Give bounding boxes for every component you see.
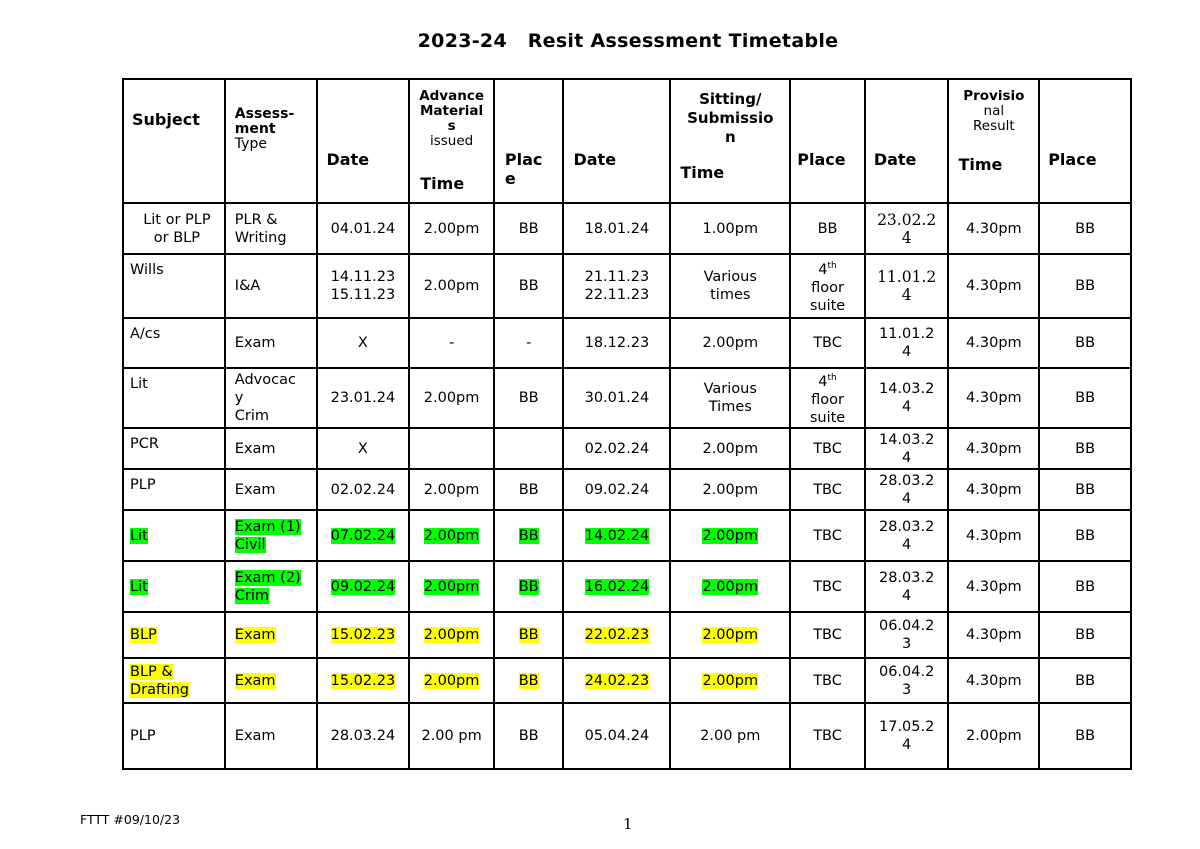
cell-t1 [410,429,493,468]
cell-p1 [495,429,563,468]
cell-d3: 14.03.2 4 [878,381,935,415]
table-row [123,254,1131,318]
cell-type: Exam [234,481,276,498]
cell-t2: 2.00pm [702,335,759,351]
cell-d1: 02.02.24 [330,481,396,498]
cell-t2: 2.00pm [702,578,759,595]
cell-t2: Various times [703,269,757,303]
cell-type: Exam [234,728,276,744]
cell-t3: 4.30pm [966,527,1022,544]
cell-d3: 11.01.2 4 [877,268,937,304]
cell-p3: BB [1075,672,1096,689]
cell-d2: 02.02.24 [584,440,650,457]
cell-p1: BB [518,278,539,294]
cell-p3: BB [1075,335,1096,351]
cell-p3: BB [1075,390,1096,406]
cell-d2: 05.04.24 [584,728,650,744]
cell-p2: TBC [813,728,842,744]
cell-subject: A/cs [130,326,161,342]
cell-t1: 2.00pm [423,390,480,406]
cell-t3: 4.30pm [966,335,1022,351]
header-provisional-result: Provisio nal Result Time [949,80,1038,202]
cell-t2: 2.00pm [702,627,759,643]
cell-d1: 15.02.23 [330,672,396,689]
footer-reference: FTTT #09/10/23 [80,812,181,827]
cell-subject: PLP [130,728,156,744]
cell-type: Exam (1) Civil [234,518,301,553]
cell-p3: BB [1075,440,1096,457]
cell-p2: BB [817,220,838,237]
table-row [123,612,1131,658]
cell-p3: BB [1075,220,1096,237]
cell-t2: 2.00pm [702,440,759,457]
cell-t3: 4.30pm [966,672,1022,689]
cell-t3: 4.30pm [966,390,1022,406]
cell-d1: X [357,335,368,351]
cell-d1: 15.02.23 [330,627,396,643]
table-row [123,318,1131,368]
cell-subject: Lit [130,376,148,392]
header-time-3: Time [958,155,1003,174]
cell-p1: BB [518,390,539,406]
cell-t1: 2.00pm [423,278,480,294]
cell-d1: 07.02.24 [330,527,396,544]
cell-d2: 18.12.23 [584,335,650,351]
cell-p1: BB [518,672,539,689]
cell-t2: 2.00 pm [700,728,761,744]
cell-p1: BB [518,578,539,595]
cell-d1: 28.03.24 [330,728,396,744]
cell-d3: 28.03.2 4 [878,518,935,553]
cell-d3: 06.04.2 3 [878,663,935,698]
cell-type: Exam (2) Crim [234,569,301,604]
cell-t3: 4.30pm [966,578,1022,595]
cell-p1: BB [518,481,539,498]
table-row [123,703,1131,769]
page-title: 2023-24 Resit Assessment Timetable [417,30,839,52]
header-assessment-type: Assess- ment Type [234,106,295,152]
cell-d2: 09.02.24 [584,481,650,498]
cell-p3: BB [1075,481,1096,498]
page-number: 1 [623,815,633,833]
header-date-1: Date [326,150,370,169]
cell-p2: TBC [813,627,842,643]
cell-p1: BB [518,220,539,237]
header-sitting-submission: Sitting/ Submissio n Time [671,80,789,202]
cell-p3: BB [1075,278,1096,294]
cell-d1: X [357,440,368,457]
cell-t3: 4.30pm [966,481,1022,498]
cell-type: Exam [234,627,276,643]
cell-type: Exam [234,335,276,351]
table-row [123,658,1131,703]
header-advance-materials: Advance Material s issued Time [410,80,493,202]
table-row [123,203,1131,254]
cell-t3: 4.30pm [966,220,1022,237]
header-time-2: Time [680,163,725,182]
cell-d1: 04.01.24 [330,220,396,237]
cell-p1: BB [518,627,539,643]
cell-t1: 2.00pm [423,627,480,643]
cell-t3: 4.30pm [966,440,1022,457]
table-row [123,561,1131,612]
cell-p1: BB [518,527,539,544]
cell-d3: 23.02.2 4 [877,210,937,247]
cell-p2: TBC [813,481,842,498]
cell-type: Exam [234,672,276,689]
cell-p3: BB [1075,527,1096,544]
header-time-1: Time [420,174,465,193]
cell-t1: - [448,335,455,351]
cell-t1: 2.00pm [423,527,480,544]
cell-type: Exam [234,440,276,457]
cell-subject: BLP [130,627,157,643]
cell-t1: 2.00pm [423,672,480,689]
cell-p2: TBC [813,335,842,351]
header-row [123,79,1131,203]
header-date-3: Date [873,150,917,169]
cell-d2: 24.02.23 [584,672,650,689]
cell-p2: 4th floor suite [809,373,846,426]
cell-type: I&A [234,278,261,294]
table-row [123,510,1131,561]
header-place-3: Place [1048,150,1097,169]
table-row [123,469,1131,510]
cell-p2: TBC [813,672,842,689]
cell-t2: 2.00pm [702,481,759,498]
cell-subject: PCR [130,436,159,452]
cell-t3: 2.00pm [966,728,1022,744]
cell-d1: 14.11.23 15.11.23 [330,269,396,303]
cell-type: PLR & Writing [234,211,287,246]
cell-p2: 4th floor suite [809,261,846,314]
cell-d3: 14.03.2 4 [878,431,935,466]
cell-subject: Lit [130,578,148,595]
cell-d2: 22.02.23 [584,627,650,643]
cell-t3: 4.30pm [966,278,1022,294]
cell-d1: 09.02.24 [330,578,396,595]
cell-p2: TBC [813,578,842,595]
header-subject: Subject [132,110,200,129]
cell-d2: 30.01.24 [584,390,650,406]
cell-subject: BLP & Drafting [130,663,189,698]
cell-t1: 2.00pm [423,220,480,237]
cell-d3: 11.01.2 4 [878,326,935,360]
cell-t2: 1.00pm [702,220,759,237]
cell-subject: Lit [130,527,148,544]
cell-p2: TBC [813,527,842,544]
cell-d2: 16.02.24 [584,578,650,595]
cell-t2: Various Times [703,381,757,415]
cell-p3: BB [1075,578,1096,595]
cell-p1: BB [518,728,539,744]
cell-d2: 14.02.24 [584,527,650,544]
cell-d3: 28.03.2 4 [878,472,935,507]
cell-p3: BB [1075,728,1096,744]
cell-subject: Lit or PLP or BLP [143,211,211,246]
cell-p1: - [526,335,532,351]
cell-d2: 18.01.24 [584,220,650,237]
cell-t2: 2.00pm [702,672,759,689]
cell-d1: 23.01.24 [330,390,396,406]
cell-p2: TBC [813,440,842,457]
cell-subject: Wills [130,262,164,278]
cell-t2: 2.00pm [702,527,759,544]
header-place-2: Place [797,150,846,169]
cell-subject: PLP [130,477,156,493]
cell-d2: 21.11.23 22.11.23 [584,269,650,303]
table-row [123,428,1131,469]
cell-t1: 2.00pm [423,578,480,595]
cell-type: Advocac y Crim [234,372,296,424]
header-place-1: Plac e [504,150,543,188]
table-row [123,368,1131,428]
timetable [122,78,1132,770]
header-date-2: Date [573,150,617,169]
cell-d3: 28.03.2 4 [878,569,935,604]
cell-d3: 06.04.2 3 [878,618,935,652]
cell-p3: BB [1075,627,1096,643]
cell-t1: 2.00pm [423,481,480,498]
cell-t3: 4.30pm [966,627,1022,643]
cell-t1: 2.00 pm [421,728,482,744]
cell-d3: 17.05.2 4 [878,719,935,753]
